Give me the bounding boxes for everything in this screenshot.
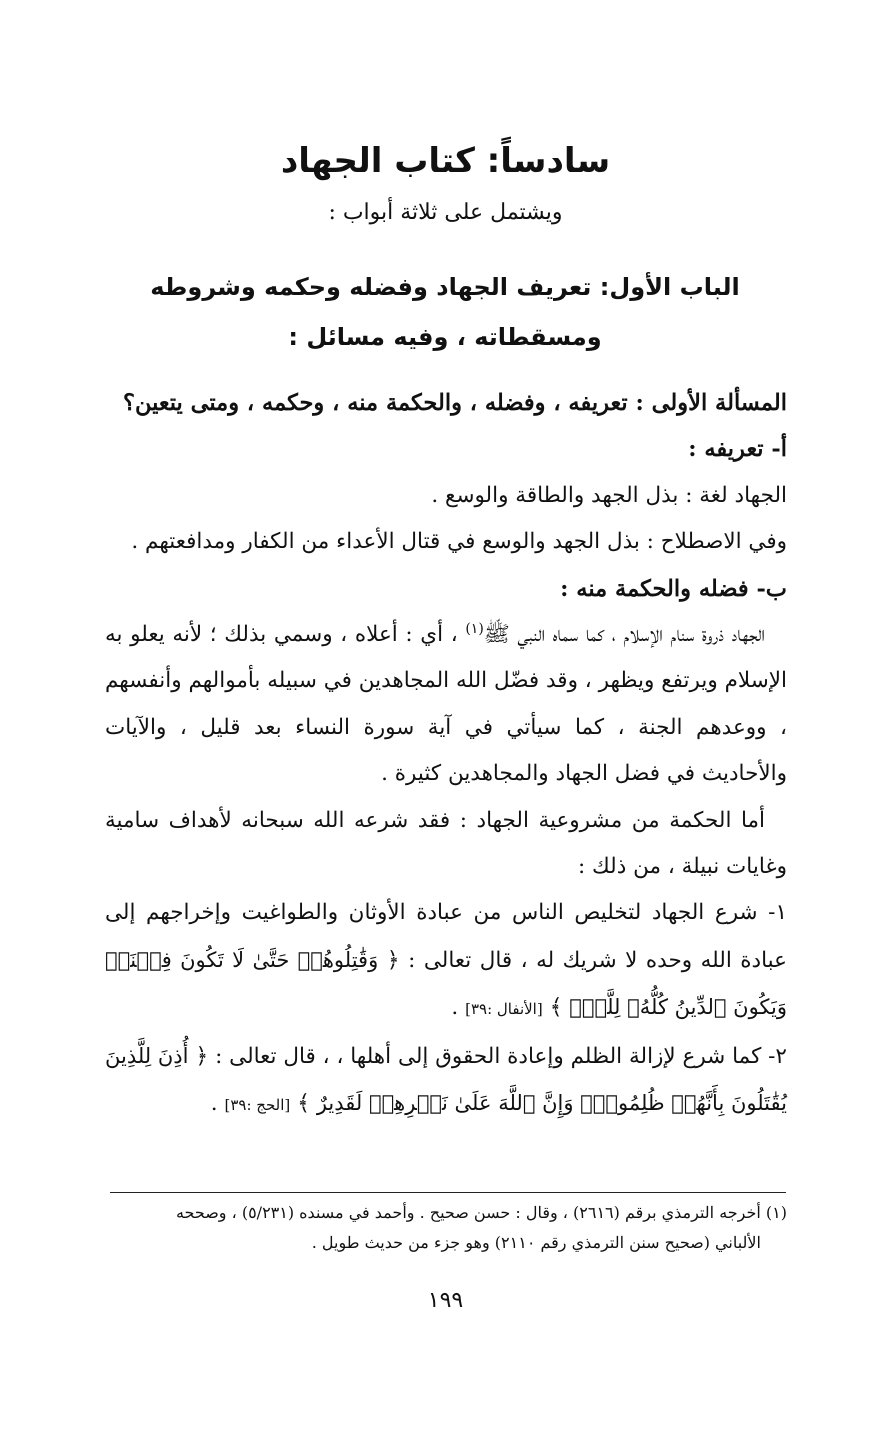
virtue-paragraph-rest: ، أي : أعلاه ، وسمي بذلك ؛ لأنه يعلو به الإسلام ويرتفع ويظهر ، وقد فضّل الله المجاهدين في سبيله بأموالهم وأنفسهم ، ووعدهم الجنة ، كما سيأتي في آية سورة النساء بعد قليل ، والآيات والأحاديث في فضل الجهاد والمجاهدين كثيرة . — [105, 622, 787, 787]
quran-verse-anfal: وَقَٰتِلُوهُمۡ حَتَّىٰ لَا تَكُونَ فِتۡنَةٞ وَيَكُونَ ٱلدِّينُ كُلُّهُۥ لِلَّهِۚ — [105, 947, 787, 1020]
sentence-end: . — [451, 995, 459, 1021]
page-number: ١٩٩ — [427, 1288, 464, 1313]
quran-close-bracket: ﴾ — [297, 1091, 310, 1117]
wisdom-item-2-text: ٢- كما شرع لإزالة الظلم وإعادة الحقوق إلى أهلها ، ، قال تعالى : — [215, 1043, 787, 1069]
linguistic-definition: الجهاد لغة : بذل الجهد والطاقة والوسع . — [431, 482, 787, 508]
quran-close-bracket: ﴾ — [549, 995, 563, 1021]
wisdom-item-2 — [105, 1033, 787, 1129]
quran-verse-hajj: أُذِنَ لِلَّذِينَ يُقَٰتَلُونَ بِأَنَّهُمۡ ظُلِمُواْۚ وَإِنَّ ٱللَّهَ عَلَىٰ نَصۡرِهِمۡ لَقَدِيرٌ — [105, 1043, 787, 1116]
virtue-paragraph — [105, 612, 787, 798]
definition-heading: أ- تعريفه : — [688, 436, 787, 463]
chapter-title: سادساً: كتاب الجهاد — [280, 141, 611, 181]
wisdom-paragraph: أما الحكمة من مشروعية الجهاد : فقد شرعه الله سبحانه لأهداف سامية وغايات نبيلة ، من ذلك : — [105, 807, 787, 880]
quran-open-bracket: ﴿ — [386, 947, 400, 973]
footnote-1-line-2: الألباني (صحيح سنن الترمذي رقم ٢١١٠) وهو جزء من حديث طويل . — [311, 1233, 761, 1252]
section-heading: الباب الأول: تعريف الجهاد وفضله وحكمه وشروطه ومسقطاته ، وفيه مسائل : — [150, 273, 740, 351]
verse-reference: [الحج :٣٩] — [224, 1096, 291, 1115]
verse-reference: [الأنفال :٣٩] — [465, 1000, 543, 1019]
virtue-paragraph-start: الجهاد ذروة سنام الإسلام ، كما سماه النبي ﷺ — [483, 622, 766, 648]
body-text — [105, 380, 787, 1129]
footnote-divider — [110, 1192, 786, 1193]
wisdom-item-1 — [105, 890, 787, 1032]
footnote-1-line-1: (١) أخرجه الترمذي برقم (٢٦١٦) ، وقال : حسن صحيح . وأحمد في مسنده (٥/٢٣١) ، وصححه — [175, 1203, 787, 1222]
quran-open-bracket: ﴿ — [195, 1043, 209, 1069]
footnote-marker: (١) — [465, 620, 484, 637]
footnotes — [105, 1198, 787, 1258]
wisdom-item-1-text: ١- شرع الجهاد لتخليص الناس من عبادة الأوثان والطواغيت وإخراجهم إلى عبادة الله وحده لا شريك له ، قال تعالى : — [105, 900, 787, 973]
technical-definition: وفي الاصطلاح : بذل الجهد والوسع في قتال الأعداء من الكفار ومدافعتهم . — [131, 529, 787, 555]
issue-heading: المسألة الأولى : تعريفه ، وفضله ، والحكمة منه ، وحكمه ، ومتى يتعين؟ — [123, 390, 787, 416]
virtue-heading: ب- فضله والحكمة منه : — [560, 575, 787, 602]
sentence-end: . — [210, 1091, 218, 1117]
chapter-subtitle: ويشتمل على ثلاثة أبواب : — [328, 200, 563, 225]
